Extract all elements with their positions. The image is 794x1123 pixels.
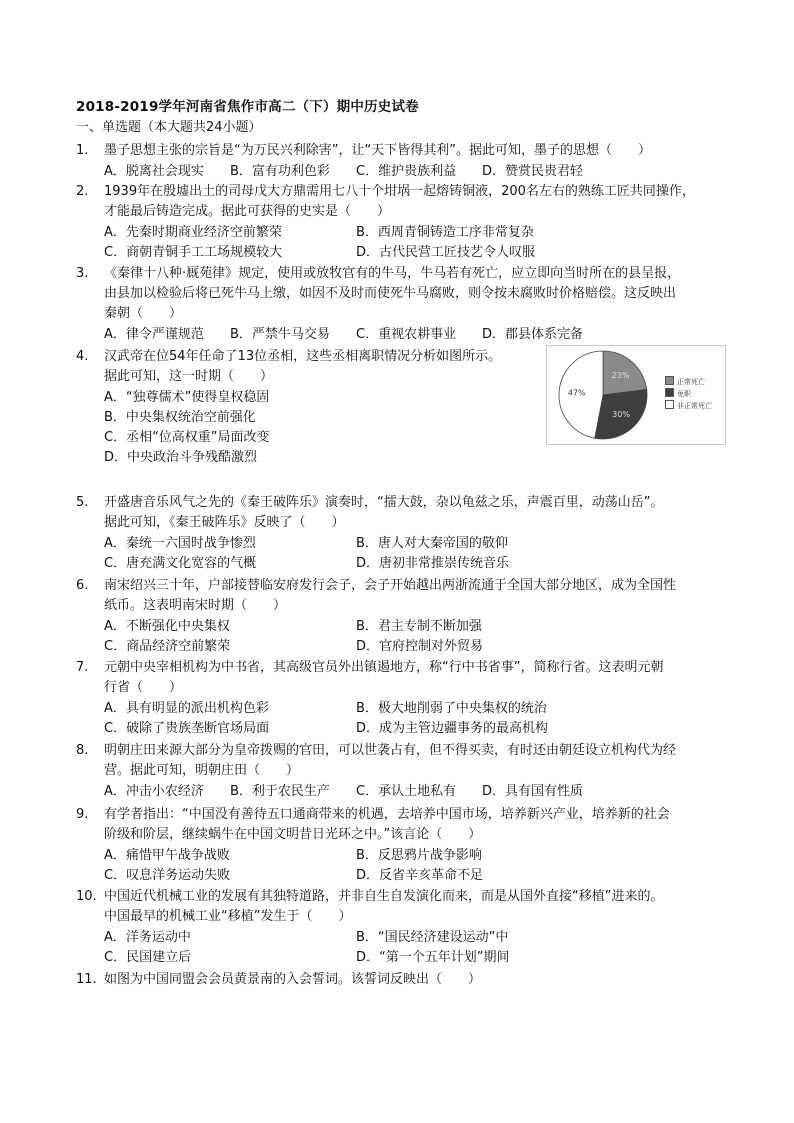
question-stem [104, 576, 736, 616]
option-row [104, 948, 736, 968]
question-number: 9. [76, 807, 89, 822]
option-b[interactable]: B．西周青铜铸造工序非常复杂 [356, 225, 534, 240]
question-stem [104, 182, 736, 222]
section-heading: 一、单选题（本大题共24小题） [76, 120, 262, 135]
option-c[interactable]: C．民国建立后 [104, 950, 192, 965]
question-stem [104, 741, 736, 781]
question-number: 5. [76, 495, 89, 510]
option-row [104, 162, 736, 182]
option-c[interactable]: C．维护贵族利益 [356, 164, 457, 179]
question-number: 1. [76, 143, 89, 158]
options [104, 782, 736, 802]
question-number: 10. [76, 889, 97, 904]
option-a[interactable]: A．洋务运动中 [104, 930, 191, 945]
question-number: 11. [76, 972, 97, 987]
option-b[interactable]: B．反思鸦片战争影响 [356, 848, 482, 863]
option-b[interactable]: B．极大地削弱了中央集权的统治 [356, 701, 547, 716]
question-stem [104, 264, 736, 324]
option-row [104, 325, 736, 345]
option-d[interactable]: D．唐初非常推崇传统音乐 [356, 556, 510, 571]
options [104, 846, 736, 886]
question-number: 7. [76, 660, 89, 675]
option-row [104, 554, 736, 574]
option-d[interactable]: D．中央政治斗争残酷激烈 [104, 450, 258, 465]
option-b[interactable]: B．唐人对大秦帝国的敬仰 [356, 536, 508, 551]
legend-label: 非正常死亡 [677, 402, 712, 410]
option-c[interactable]: C．唐充满文化宽容的气概 [104, 556, 257, 571]
stem-line: 元朝中央宰相机构为中书省，其高级官员外出镇遏地方，称“行中书省事”，简称行省。这表明元朝 [104, 660, 664, 675]
stem-line: 中国近代机械工业的发展有其独特道路，并非自生自发演化而来，而是从国外直接“移植”进来的。 [104, 889, 664, 904]
question-stem [104, 887, 736, 927]
question-stem [104, 141, 736, 161]
question-number: 2. [76, 184, 89, 199]
option-row [104, 719, 736, 739]
options [104, 928, 736, 968]
chart-legend [665, 376, 712, 412]
option-d[interactable]: D．郡县体系完备 [482, 327, 584, 342]
options [104, 534, 736, 574]
question-number: 6. [76, 578, 89, 593]
legend-item [665, 388, 712, 400]
option-c[interactable]: C．商品经济空前繁荣 [104, 639, 231, 654]
option-d[interactable]: D．古代民营工匠技艺令人叹服 [356, 245, 536, 260]
option-c[interactable]: C．叹息洋务运动失败 [104, 868, 231, 883]
option-a[interactable]: A．先秦时期商业经济空前繁荣 [104, 225, 282, 240]
options [104, 699, 736, 739]
stem-line: 如图为中国同盟会会员黄景南的入会誓词。该誓词反映出（ ） [104, 972, 482, 987]
legend-swatch [665, 388, 674, 397]
stem-line: 中国最早的机械工业“移植”发生于（ ） [104, 909, 352, 924]
legend-item [665, 400, 712, 412]
question-number: 3. [76, 266, 89, 281]
option-b[interactable]: B．富有功利色彩 [230, 164, 330, 179]
stem-line: 开盛唐音乐风气之先的《秦王破阵乐》演奏时，“擂大鼓，杂以龟兹之乐，声震百里，动荡山岳”。 [104, 495, 664, 510]
pie-label-3: 47% [567, 388, 586, 398]
option-b[interactable]: B．严禁牛马交易 [230, 327, 330, 342]
option-c[interactable]: C．破除了贵族垄断官场局面 [104, 721, 270, 736]
legend-swatch [665, 400, 674, 409]
option-a[interactable]: A．不断强化中央集权 [104, 619, 230, 634]
stem-line: 营。据此可知，明朝庄田（ ） [104, 763, 300, 778]
stem-line: 纸币。这表明南宋时期（ ） [104, 598, 287, 613]
exam-title: 2018-2019学年河南省焦作市高二（下）期中历史试卷 [76, 99, 419, 115]
question-number: 4. [76, 349, 89, 364]
options [104, 162, 736, 182]
stem-line: 明朝庄田来源大部分为皇帝拨赐的官田，可以世袭占有，但不得买卖，有时还由朝廷设立机构代为经 [104, 743, 677, 758]
stem-line: 才能最后铸造完成。据此可获得的史实是（ ） [104, 204, 391, 219]
option-row [104, 637, 736, 657]
option-d[interactable]: D．成为主管边疆事务的最高机构 [356, 721, 549, 736]
option-row [104, 866, 736, 886]
pie-chart [546, 345, 726, 445]
stem-line: 秦朝（ ） [104, 306, 183, 321]
question-stem [104, 347, 544, 387]
stem-line: 据此可知，《秦王破阵乐》反映了（ ） [104, 515, 345, 530]
pie-label-1: 23% [611, 371, 630, 381]
option-row [104, 534, 736, 554]
option-row [104, 782, 736, 802]
option-b[interactable]: B．利于农民生产 [230, 784, 330, 799]
option-row [104, 699, 736, 719]
option-row [104, 846, 736, 866]
option-row [104, 448, 736, 468]
option-d[interactable]: D．赞赏民贵君轻 [482, 164, 584, 179]
legend-swatch [665, 376, 674, 385]
option-row [104, 243, 736, 263]
option-a[interactable]: A．冲击小农经济 [104, 784, 204, 799]
legend-label: 免职 [677, 390, 691, 398]
option-a[interactable]: A．“独尊儒术”使得皇权稳固 [104, 390, 270, 405]
option-b[interactable]: B．君主专制不断加强 [356, 619, 482, 634]
option-c[interactable]: C．承认土地私有 [356, 784, 457, 799]
stem-line: 1939年在殷墟出土的司母戊大方鼎需用七八十个坩埚一起熔铸铜液，200名左右的熟练工匠共同操作， [104, 184, 695, 199]
option-row [104, 223, 736, 243]
stem-line: 有学者指出：“中国没有善待五口通商带来的机遇，去培养中国市场，培养新兴产业，培养新的社会 [104, 807, 670, 822]
options [104, 325, 736, 345]
stem-line: 汉武帝在位54年任命了13位丞相，这些丞相离职情况分析如图所示。 [104, 349, 502, 364]
stem-line: 行省（ ） [104, 680, 183, 695]
legend-label: 正常死亡 [677, 378, 705, 386]
option-a[interactable]: A．具有明显的派出机构色彩 [104, 701, 269, 716]
stem-line: 《秦律十八种·厩苑律》规定，使用或放牧官有的牛马，牛马若有死亡，应立即向当时所在的县呈报， [104, 266, 681, 281]
option-d[interactable]: D．反省辛亥革命不足 [356, 868, 484, 883]
stem-line: 南宋绍兴三十年，户部接替临安府发行会子，会子开始越出两浙流通于全国大部分地区，成为全国性 [104, 578, 677, 593]
stem-line: 墨子思想主张的宗旨是“为万民兴利除害”，让“天下皆得其利”。据此可知，墨子的思想（ ） [104, 143, 651, 158]
option-d[interactable]: D．“第一个五年计划”期间 [356, 950, 510, 965]
question-number: 8. [76, 743, 89, 758]
question-stem [104, 805, 736, 845]
option-c[interactable]: C．重视农耕事业 [356, 327, 457, 342]
question-stem [104, 493, 736, 533]
stem-line: 由县加以检验后将已死牛马上缴，如因不及时而使死牛马腐败，则令按未腐败时价格赔偿。这反映出 [104, 286, 677, 301]
option-row [104, 617, 736, 637]
option-a[interactable]: A．痛惜甲午战争战败 [104, 848, 230, 863]
question-stem [104, 970, 736, 990]
option-a[interactable]: A．脱离社会现实 [104, 164, 204, 179]
pie-label-2: 30% [612, 410, 630, 420]
option-a[interactable]: A．律令严谨规范 [104, 327, 204, 342]
option-d[interactable]: D．具有国有性质 [482, 784, 584, 799]
option-c[interactable]: C．商朝青铜手工工场规模较大 [104, 245, 283, 260]
option-c[interactable]: C．丞相“位高权重”局面改变 [104, 430, 270, 445]
option-b[interactable]: B．“国民经济建设运动”中 [356, 930, 509, 945]
legend-item [665, 376, 712, 388]
stem-line: 据此可知，这一时期（ ） [104, 369, 274, 384]
options [104, 223, 736, 263]
option-a[interactable]: A．秦统一六国时战争惨烈 [104, 536, 256, 551]
question-stem [104, 658, 736, 698]
option-row [104, 928, 736, 948]
options [104, 617, 736, 657]
option-b[interactable]: B．中央集权统治空前强化 [104, 410, 256, 425]
option-d[interactable]: D．官府控制对外贸易 [356, 639, 484, 654]
stem-line: 阶级和阶层，继续蜗牛在中国文明昔日光环之中。”该言论（ ） [104, 827, 482, 842]
